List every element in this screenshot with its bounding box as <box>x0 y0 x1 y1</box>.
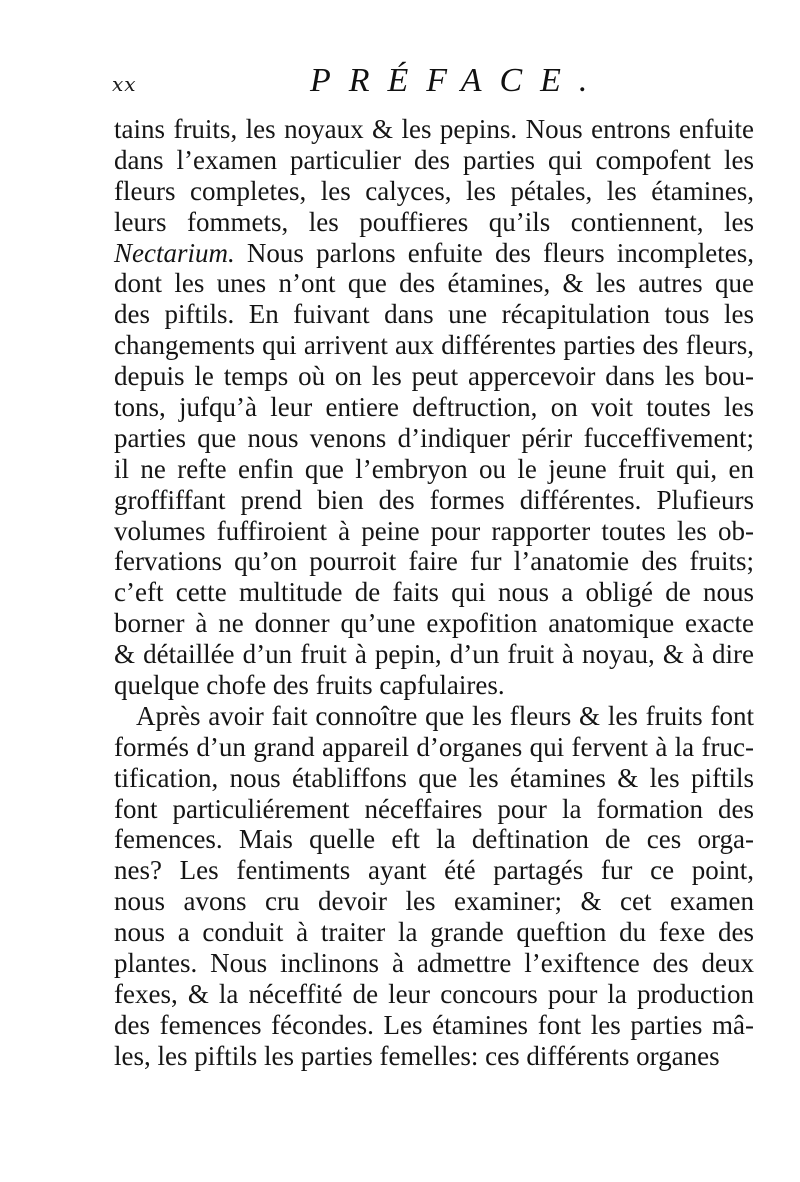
text-line: des femences fécondes. Les étamines font les parties mâ- <box>114 1009 754 1040</box>
text-line: femences. Mais quelle eft la deftination de ces orga- <box>114 824 754 855</box>
text-line: fervations qu’on pourroit faire fur l’anatomie des fruits; <box>114 546 754 577</box>
text-line: nous a conduit à traiter la grande queftion du fexe des <box>114 917 754 948</box>
text-line: changements qui arrivent aux différentes parties des fleurs, <box>114 330 754 361</box>
body-text <box>114 114 754 1072</box>
text-line: il ne refte enfin que l’embryon ou le jeune fruit qui, en <box>114 453 754 484</box>
text-line: formés d’un grand appareil d’organes qui fervent à la fruc- <box>114 731 754 762</box>
text-line: les, les piftils les parties femelles: ces différents organes <box>114 1040 720 1071</box>
running-title: PRÉFACE. <box>310 62 606 99</box>
text-line: parties que nous venons d’indiquer périr fucceffivement; <box>114 422 754 453</box>
text-line: c’eft cette multitude de faits qui nous a obligé de nous <box>114 577 754 608</box>
text-line: tons, jufqu’à leur entiere deftruction, on voit toutes les <box>114 392 754 423</box>
text-line: font particuliérement néceffaires pour la formation des <box>114 793 754 824</box>
text-line: tains fruits, les noyaux & les pepins. Nous entrons enfuite <box>114 114 754 144</box>
text-line: depuis le temps où on les peut appercevoir dans les bou- <box>114 361 754 392</box>
text-segment: Nous parlons enfuite des fleurs incompletes, <box>234 237 754 268</box>
text-line: leurs fommets, les pouffieres qu’ils contiennent, les <box>114 206 754 237</box>
text-line: borner à ne donner qu’une expofition anatomique exacte <box>114 608 754 639</box>
text-line: des piftils. En fuivant dans une récapitulation tous les <box>114 299 754 330</box>
text-line: fleurs completes, les calyces, les pétales, les étamines, <box>114 175 754 206</box>
text-line: dont les unes n’ont que des étamines, & les autres que <box>114 268 754 299</box>
text-line: Après avoir fait connoître que les fleurs & les fruits font <box>136 700 754 731</box>
text-line: quelque chofe des fruits capfulaires. <box>114 670 505 701</box>
text-line: groffiffant prend bien des formes différentes. Plufieurs <box>114 484 754 515</box>
text-line: plantes. Nous inclinons à admettre l’exiftence des deux <box>114 948 754 979</box>
page-number: xx <box>112 72 137 96</box>
text-line <box>114 238 754 269</box>
running-head <box>112 62 712 102</box>
text-line: tification, nous établiffons que les étamines & les piftils <box>114 762 754 793</box>
text-line: & détaillée d’un fruit à pepin, d’un fruit à noyau, & à dire <box>114 639 754 670</box>
text-line: fexes, & la néceffité de leur concours pour la production <box>114 978 754 1009</box>
text-line: nous avons cru devoir les examiner; & cet examen <box>114 886 754 917</box>
text-line: nes? Les fentiments ayant été partagés fur ce point, <box>114 855 754 886</box>
text-line: dans l’examen particulier des parties qui compofent les <box>114 144 754 175</box>
text-line: volumes fuffiroient à peine pour rapporter toutes les ob- <box>114 515 754 546</box>
italic-term: Nectarium. <box>114 237 235 268</box>
